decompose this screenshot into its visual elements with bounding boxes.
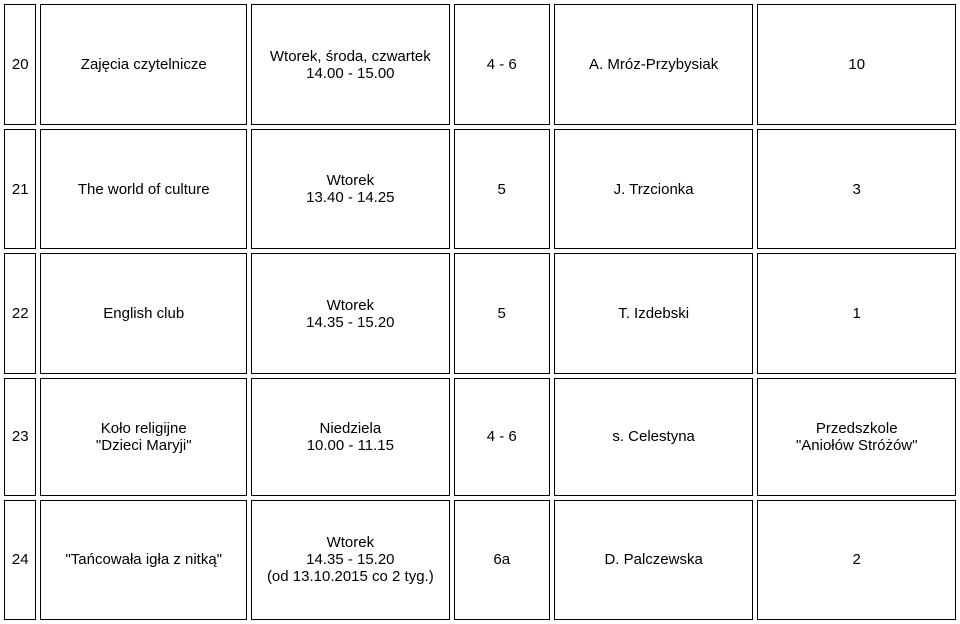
row-number: 22 (4, 253, 36, 373)
activity-name (40, 500, 247, 620)
schedule-day: Wtorek (326, 534, 375, 552)
schedule-time (251, 253, 450, 373)
row-number: 20 (4, 4, 36, 125)
activity-line: "Tańcowała igła z nitką" (65, 551, 223, 569)
schedule-hours: 14.35 - 15.20 (306, 313, 395, 331)
schedule-hours: 14.35 - 15.20 (306, 551, 395, 569)
last-column-value (757, 378, 956, 496)
last-column-line: 3 (852, 180, 861, 198)
class-range: 5 (454, 129, 550, 249)
schedule-hours: 10.00 - 11.15 (306, 436, 394, 454)
schedule-time (251, 4, 450, 125)
schedule-time (251, 129, 450, 249)
table-row (4, 129, 956, 249)
activity-name (40, 4, 247, 125)
last-column-value (757, 129, 956, 249)
last-column-line: "Aniołów Stróżów" (795, 436, 918, 454)
activity-name (40, 129, 247, 249)
activity-line: Zajęcia czytelnicze (80, 56, 207, 74)
schedule-day: Niedziela (319, 419, 382, 437)
activity-line: Koło religijne (100, 419, 187, 437)
last-column-value (757, 253, 956, 373)
activity-name (40, 378, 247, 496)
schedule-note: (od 13.10.2015 co 2 tyg.) (266, 568, 434, 586)
schedule-time (251, 378, 450, 496)
table-row (4, 500, 956, 620)
last-column-value (757, 4, 956, 125)
row-number: 24 (4, 500, 36, 620)
teacher-name: T. Izdebski (554, 253, 754, 373)
schedule-hours: 14.00 - 15.00 (306, 64, 395, 82)
schedule-day: Wtorek (326, 172, 375, 190)
activity-line: "Dzieci Maryji" (95, 436, 192, 454)
row-number: 23 (4, 378, 36, 496)
schedule-time (251, 500, 450, 620)
schedule-day: Wtorek (326, 296, 375, 314)
schedule-body (4, 4, 956, 620)
class-range: 4 - 6 (454, 378, 550, 496)
table-row (4, 253, 956, 373)
teacher-name: s. Celestyna (554, 378, 754, 496)
last-column-line: 1 (852, 305, 861, 323)
last-column-line: Przedszkole (815, 419, 898, 437)
class-range: 4 - 6 (454, 4, 550, 125)
row-number: 21 (4, 129, 36, 249)
teacher-name: A. Mróz-Przybysiak (554, 4, 754, 125)
activity-name (40, 253, 247, 373)
class-range: 5 (454, 253, 550, 373)
table-row (4, 378, 956, 496)
last-column-line: 2 (852, 551, 861, 569)
schedule-hours: 13.40 - 14.25 (306, 189, 395, 207)
class-range: 6a (454, 500, 550, 620)
last-column-line: 10 (848, 56, 866, 74)
activity-line: English club (103, 305, 185, 323)
schedule-day: Wtorek, środa, czwartek (269, 47, 431, 65)
teacher-name: D. Palczewska (554, 500, 754, 620)
teacher-name: J. Trzcionka (554, 129, 754, 249)
last-column-value (757, 500, 956, 620)
table-row (4, 4, 956, 125)
activity-line: The world of culture (77, 180, 210, 198)
